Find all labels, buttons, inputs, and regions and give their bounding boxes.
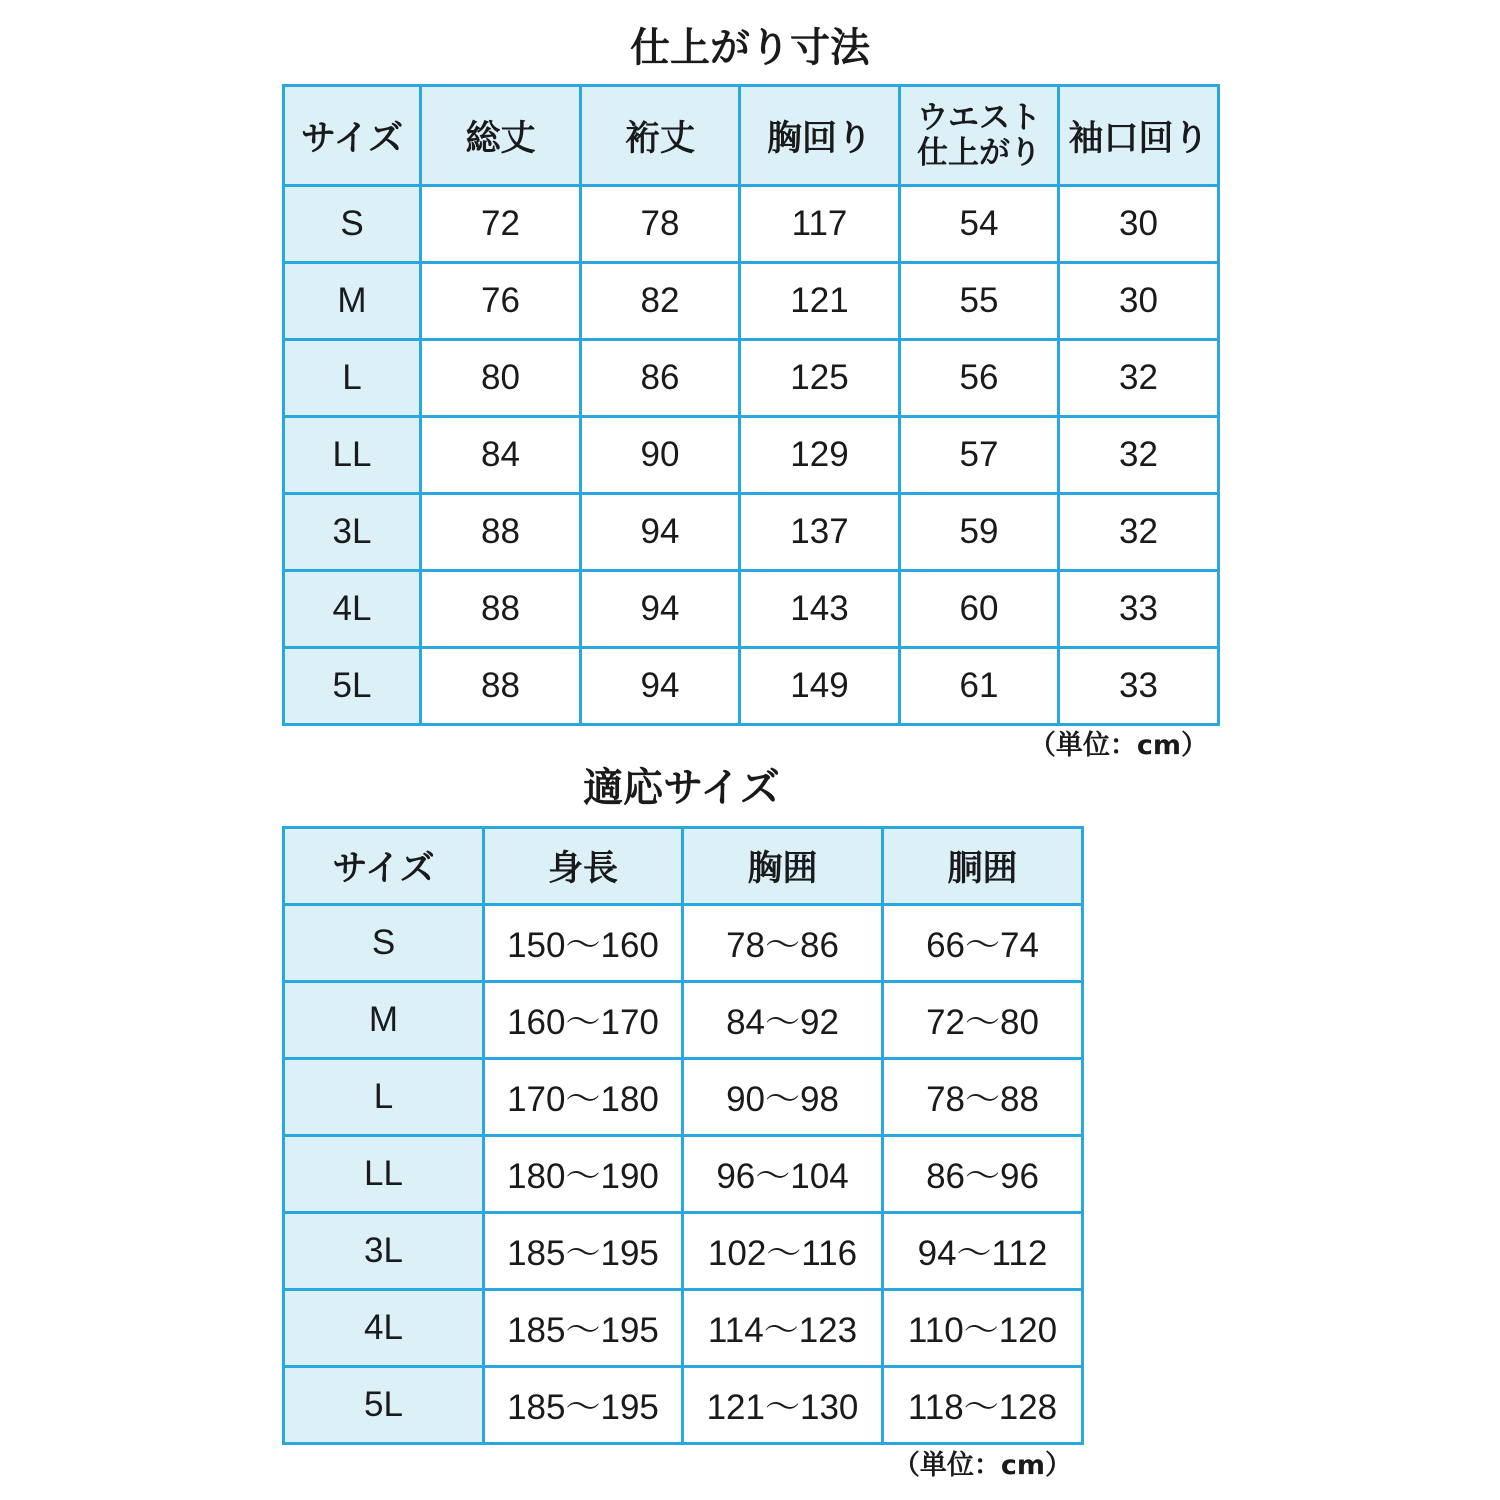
- table-row: [284, 571, 1219, 648]
- table-cell: 86～96: [883, 1136, 1083, 1213]
- table-cell: 84～92: [683, 982, 883, 1059]
- table-cell: 76: [421, 263, 581, 340]
- size-label-cell: L: [284, 1059, 484, 1136]
- table-cell: 185～195: [484, 1213, 683, 1290]
- table-cell: 84: [421, 417, 581, 494]
- table-row: [284, 494, 1219, 571]
- table-cell: 117: [740, 186, 900, 263]
- size-label-cell: S: [284, 905, 484, 982]
- table-cell: 149: [740, 648, 900, 725]
- table-cell: 30: [1059, 263, 1219, 340]
- finished-dimensions-title: 仕上がり寸法: [630, 25, 870, 71]
- header-chest-girth: 胸囲: [683, 828, 883, 905]
- table-header-row: [284, 86, 1219, 186]
- table-row: [284, 1136, 1083, 1213]
- table-cell: 57: [900, 417, 1059, 494]
- table-cell: 94: [581, 494, 740, 571]
- table-row: [284, 905, 1083, 982]
- header-total-length: 総丈: [421, 86, 581, 186]
- fit-size-table: [282, 826, 1084, 1445]
- table-cell: 143: [740, 571, 900, 648]
- table-cell: 88: [421, 571, 581, 648]
- header-waist-finished: ウエスト 仕上がり: [900, 86, 1059, 186]
- size-label-cell: M: [284, 982, 484, 1059]
- table-cell: 59: [900, 494, 1059, 571]
- table-cell: 66～74: [883, 905, 1083, 982]
- table-header-row: [284, 828, 1083, 905]
- table-cell: 32: [1059, 340, 1219, 417]
- table-cell: 56: [900, 340, 1059, 417]
- table-row: [284, 982, 1083, 1059]
- table-cell: 88: [421, 494, 581, 571]
- size-label-cell: S: [284, 186, 421, 263]
- table-cell: 30: [1059, 186, 1219, 263]
- table-cell: 185～195: [484, 1367, 683, 1444]
- table-cell: 78～86: [683, 905, 883, 982]
- table-cell: 78～88: [883, 1059, 1083, 1136]
- table-cell: 160～170: [484, 982, 683, 1059]
- size-label-cell: 5L: [284, 1367, 484, 1444]
- header-height: 身長: [484, 828, 683, 905]
- size-label-cell: LL: [284, 1136, 484, 1213]
- table-row: [284, 1367, 1083, 1444]
- table-cell: 94～112: [883, 1213, 1083, 1290]
- table-cell: 102～116: [683, 1213, 883, 1290]
- table-cell: 55: [900, 263, 1059, 340]
- table-cell: 54: [900, 186, 1059, 263]
- table-cell: 114～123: [683, 1290, 883, 1367]
- table-row: [284, 1059, 1083, 1136]
- table-cell: 72: [421, 186, 581, 263]
- table-row: [284, 417, 1219, 494]
- table-cell: 170～180: [484, 1059, 683, 1136]
- table-row: [284, 1290, 1083, 1367]
- table-cell: 121～130: [683, 1367, 883, 1444]
- unit-note: （単位：cm）: [892, 1450, 1072, 1481]
- table-cell: 60: [900, 571, 1059, 648]
- size-label-cell: 4L: [284, 1290, 484, 1367]
- table-cell: 32: [1059, 417, 1219, 494]
- header-size: サイズ: [284, 828, 484, 905]
- size-label-cell: M: [284, 263, 421, 340]
- table-row: [284, 263, 1219, 340]
- table-cell: 61: [900, 648, 1059, 725]
- table-cell: 90～98: [683, 1059, 883, 1136]
- table-cell: 88: [421, 648, 581, 725]
- header-sleeve-length: 裄丈: [581, 86, 740, 186]
- table-row: [284, 340, 1219, 417]
- table-row: [284, 1213, 1083, 1290]
- header-size: サイズ: [284, 86, 421, 186]
- table-cell: 180～190: [484, 1136, 683, 1213]
- table-cell: 110～120: [883, 1290, 1083, 1367]
- table-cell: 185～195: [484, 1290, 683, 1367]
- table-cell: 33: [1059, 571, 1219, 648]
- table-cell: 94: [581, 648, 740, 725]
- unit-note: （単位：cm）: [1028, 730, 1208, 761]
- table-cell: 86: [581, 340, 740, 417]
- size-label-cell: 5L: [284, 648, 421, 725]
- finished-dimensions-body: [284, 186, 1219, 725]
- header-chest: 胸回り: [740, 86, 900, 186]
- table-cell: 82: [581, 263, 740, 340]
- fit-size-body: [284, 905, 1083, 1444]
- size-label-cell: LL: [284, 417, 421, 494]
- table-row: [284, 186, 1219, 263]
- table-cell: 78: [581, 186, 740, 263]
- size-label-cell: L: [284, 340, 421, 417]
- table-cell: 33: [1059, 648, 1219, 725]
- fit-size-title: 適応サイズ: [583, 765, 780, 811]
- header-waist-girth: 胴囲: [883, 828, 1083, 905]
- size-label-cell: 4L: [284, 571, 421, 648]
- table-cell: 94: [581, 571, 740, 648]
- table-cell: 137: [740, 494, 900, 571]
- table-cell: 129: [740, 417, 900, 494]
- table-cell: 96～104: [683, 1136, 883, 1213]
- size-label-cell: 3L: [284, 1213, 484, 1290]
- table-cell: 72～80: [883, 982, 1083, 1059]
- table-cell: 121: [740, 263, 900, 340]
- table-row: [284, 648, 1219, 725]
- table-cell: 90: [581, 417, 740, 494]
- size-label-cell: 3L: [284, 494, 421, 571]
- table-cell: 150～160: [484, 905, 683, 982]
- header-cuff: 袖口回り: [1059, 86, 1219, 186]
- finished-dimensions-table: [282, 84, 1220, 726]
- table-cell: 118～128: [883, 1367, 1083, 1444]
- table-cell: 32: [1059, 494, 1219, 571]
- table-cell: 80: [421, 340, 581, 417]
- table-cell: 125: [740, 340, 900, 417]
